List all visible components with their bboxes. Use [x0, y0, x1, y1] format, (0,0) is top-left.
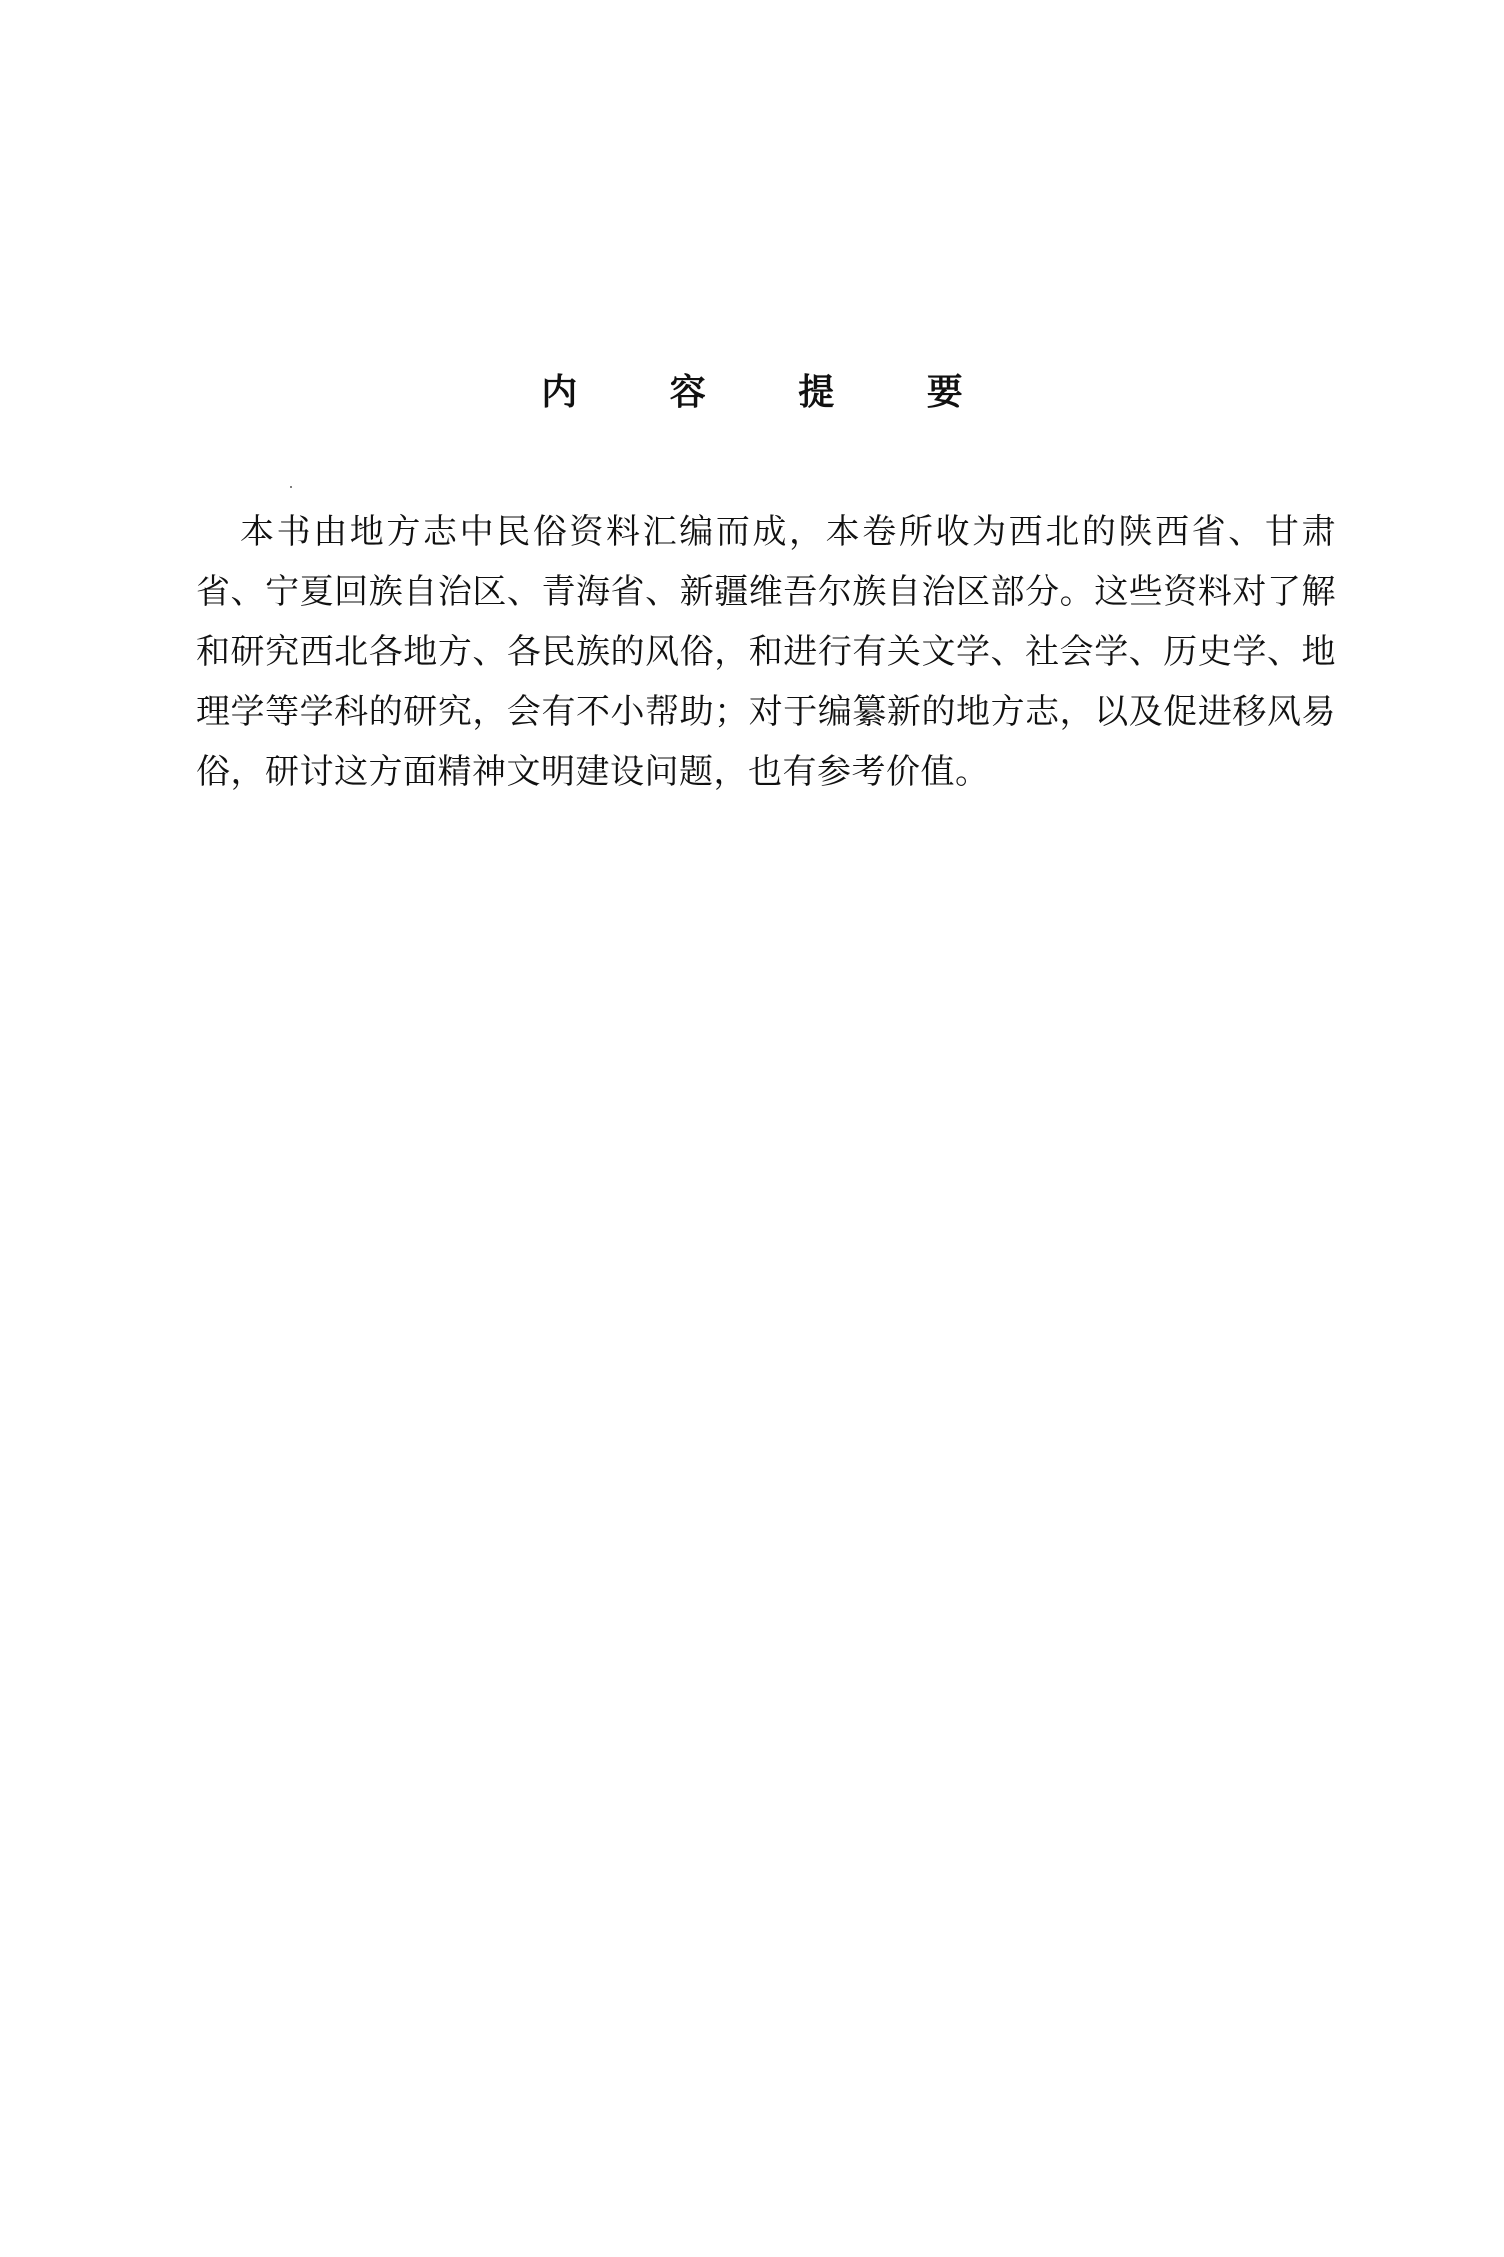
section-title: 内 容 提 要: [541, 371, 1003, 413]
abstract-paragraph: 本书由地方志中民俗资料汇编而成，本卷所收为西北的陕西省、甘肃省、宁夏回族自治区、青海省、新疆维吾尔族自治区部分。这些资料对了解和研究西北各地方、各民族的风俗，和进行有关文学、社会学、历史学、地理学等学科的研究，会有不小帮助；对于编纂新的地方志，以及促进移风易俗，研讨这方面精神文明建设问题，也有参考价值。: [196, 512, 1336, 792]
scan-speck: [290, 486, 292, 488]
